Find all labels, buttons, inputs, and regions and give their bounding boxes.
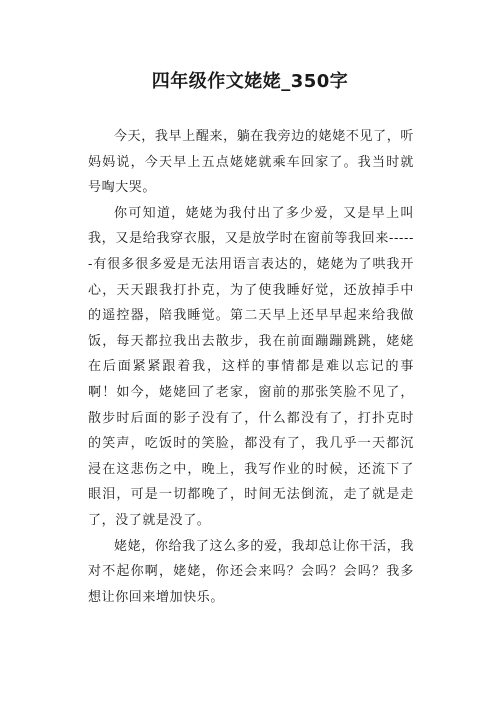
paragraph-3: 姥姥，你给我了这么多的爱，我却总让你干活，我对不起你啊，姥姥，你还会来吗？会吗？会吗？我多想让你回来增加快乐。 [88,538,414,605]
document-body [88,124,414,610]
paragraph-1: 今天，我早上醒来，躺在我旁边的姥姥不见了，听妈妈说，今天早上五点姥姥就乘车回家了。我当时就号啕大哭。 [88,129,414,196]
document-title: 四年级作文姥姥_350字 [151,71,349,92]
paragraph-2: 你可知道，姥姥为我付出了多少爱，又是早上叫我，又是给我穿衣服，又是放学时在窗前等我回来------有很多很多爱是无法用语言表达的，姥姥为了哄我开心，天天跟我打扑克，为了使我睡好觉，还放掉手中的遥控器，陪我睡觉。第二天早上还早早起来给我做饭，每天都拉我出去散步，我在前面蹦蹦跳跳，姥姥在后面紧紧跟着我，这样的事情都是难以忘记的事啊！如今，姥姥回了老家，窗前的那张笑脸不见了，散步时后面的影子没有了，什么都没有了，打扑克时的笑声，吃饭时的笑脸，都没有了，我几乎一天都沉浸在这悲伤之中，晚上，我写作业的时候，还流下了眼泪，可是一切都晚了，时间无法倒流，走了就是走了，没了就是没了。 [88,205,414,528]
